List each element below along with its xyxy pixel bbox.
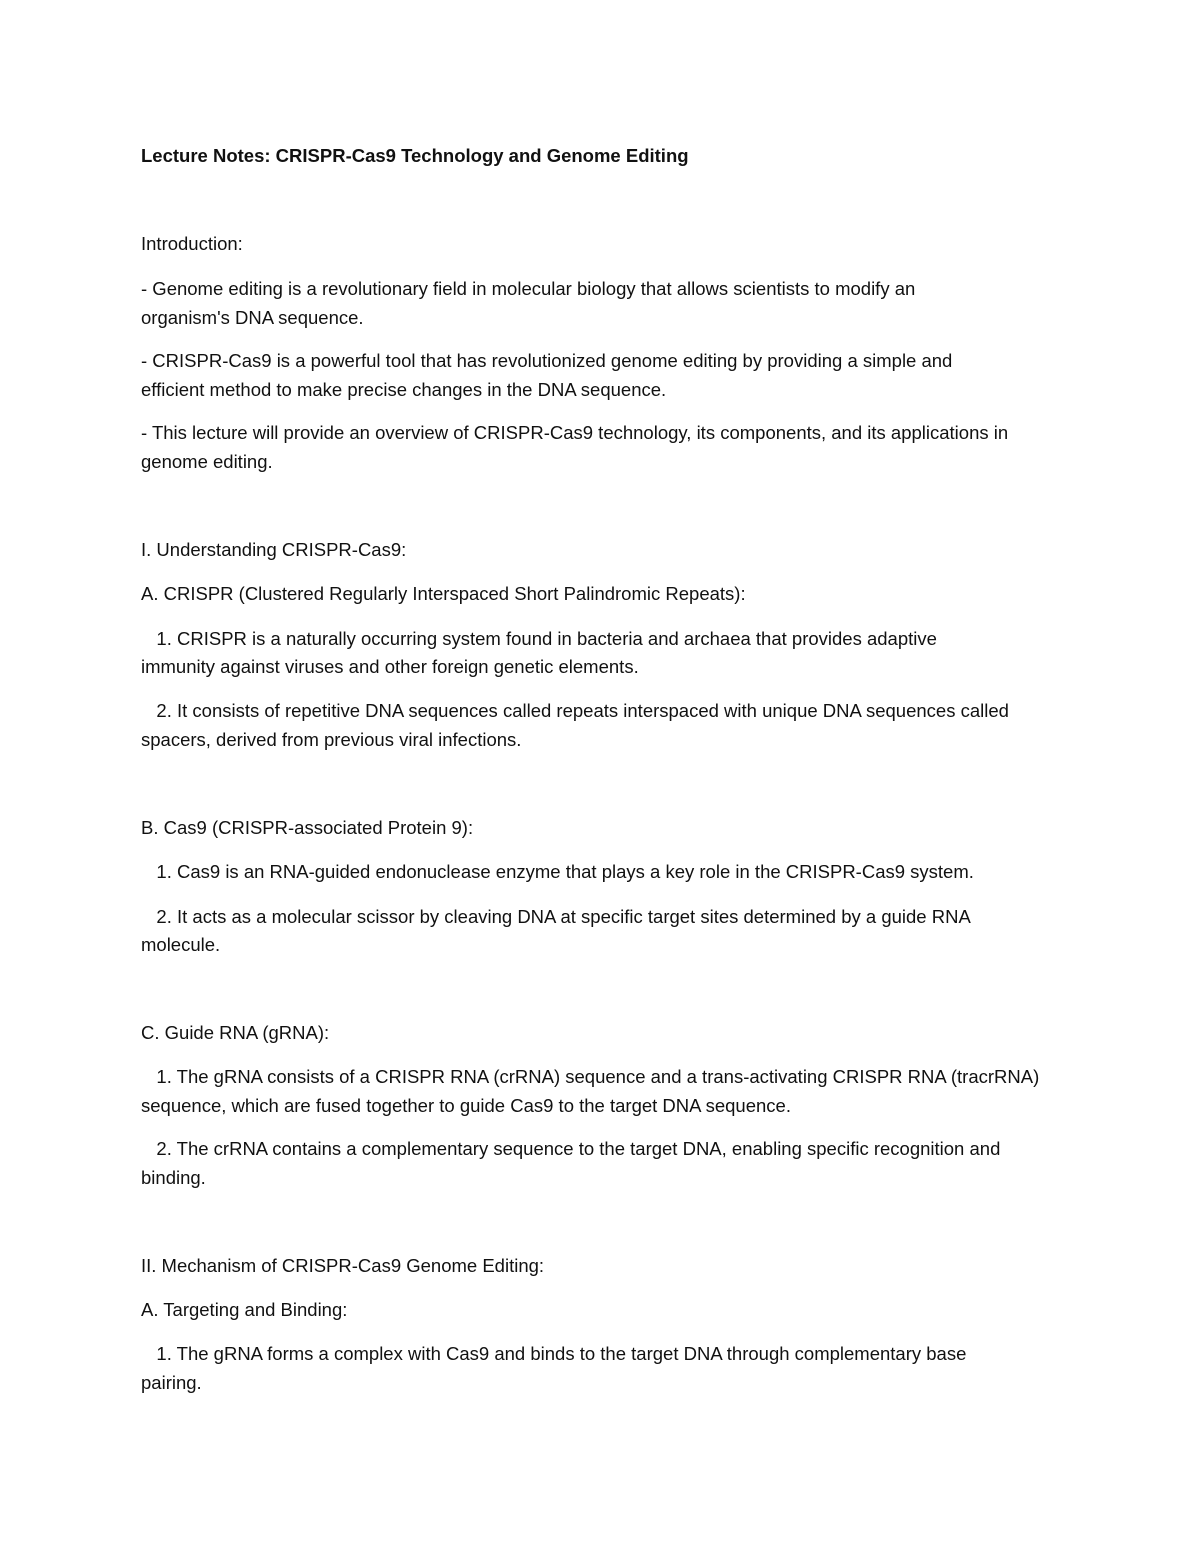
section-1a-item-2-line-2: spacers, derived from previous viral infections.: [141, 729, 522, 750]
section-1a-item-1-line-2: immunity against viruses and other foreign genetic elements.: [141, 656, 639, 677]
section-1a-item-1-line-1: 1. CRISPR is a naturally occurring system found in bacteria and archaea that provides adaptive: [141, 628, 937, 649]
section-1b-item-2-line-1: 2. It acts as a molecular scissor by cleaving DNA at specific target sites determined by a guide RNA: [141, 906, 971, 927]
section-1a-item-2-line-1: 2. It consists of repetitive DNA sequences called repeats interspaced with unique DNA sequences called: [141, 700, 1009, 721]
section-1c-item-2-line-2: binding.: [141, 1167, 206, 1188]
intro-heading: Introduction:: [141, 233, 243, 254]
section-2a-heading: A. Targeting and Binding:: [141, 1299, 348, 1320]
intro-bullet-3-line-2: genome editing.: [141, 451, 273, 472]
section-2-heading: II. Mechanism of CRISPR-Cas9 Genome Editing:: [141, 1255, 545, 1276]
section-1c-item-1-line-1: 1. The gRNA consists of a CRISPR RNA (crRNA) sequence and a trans-activating CRISPR RNA (tracrRNA): [141, 1066, 1040, 1087]
intro-bullet-3-line-1: - This lecture will provide an overview of CRISPR-Cas9 technology, its components, and its applications in: [141, 422, 1009, 443]
intro-bullet-2-line-1: - CRISPR-Cas9 is a powerful tool that has revolutionized genome editing by providing a simple and: [141, 350, 953, 371]
document-title: Lecture Notes: CRISPR-Cas9 Technology and Genome Editing: [141, 145, 689, 166]
section-2a-item-1-line-2: pairing.: [141, 1372, 202, 1393]
section-1b-heading: B. Cas9 (CRISPR-associated Protein 9):: [141, 817, 474, 838]
section-1-heading: I. Understanding CRISPR-Cas9:: [141, 539, 407, 560]
section-1c-item-1-line-2: sequence, which are fused together to guide Cas9 to the target DNA sequence.: [141, 1095, 791, 1116]
section-2a-item-1-line-1: 1. The gRNA forms a complex with Cas9 and binds to the target DNA through complementary base: [141, 1343, 967, 1364]
section-1c-heading: C. Guide RNA (gRNA):: [141, 1022, 330, 1043]
intro-bullet-2-line-2: efficient method to make precise changes in the DNA sequence.: [141, 379, 667, 400]
section-1b-item-2-line-2: molecule.: [141, 934, 221, 955]
intro-bullet-1-line-1: - Genome editing is a revolutionary field in molecular biology that allows scientists to modify an: [141, 278, 916, 299]
section-1c-item-2-line-1: 2. The crRNA contains a complementary sequence to the target DNA, enabling specific recognition and: [141, 1138, 1001, 1159]
section-1b-item-1-line-1: 1. Cas9 is an RNA-guided endonuclease enzyme that plays a key role in the CRISPR-Cas9 system.: [141, 861, 974, 882]
intro-bullet-1-line-2: organism's DNA sequence.: [141, 307, 364, 328]
section-1a-heading: A. CRISPR (Clustered Regularly Interspaced Short Palindromic Repeats):: [141, 583, 746, 604]
